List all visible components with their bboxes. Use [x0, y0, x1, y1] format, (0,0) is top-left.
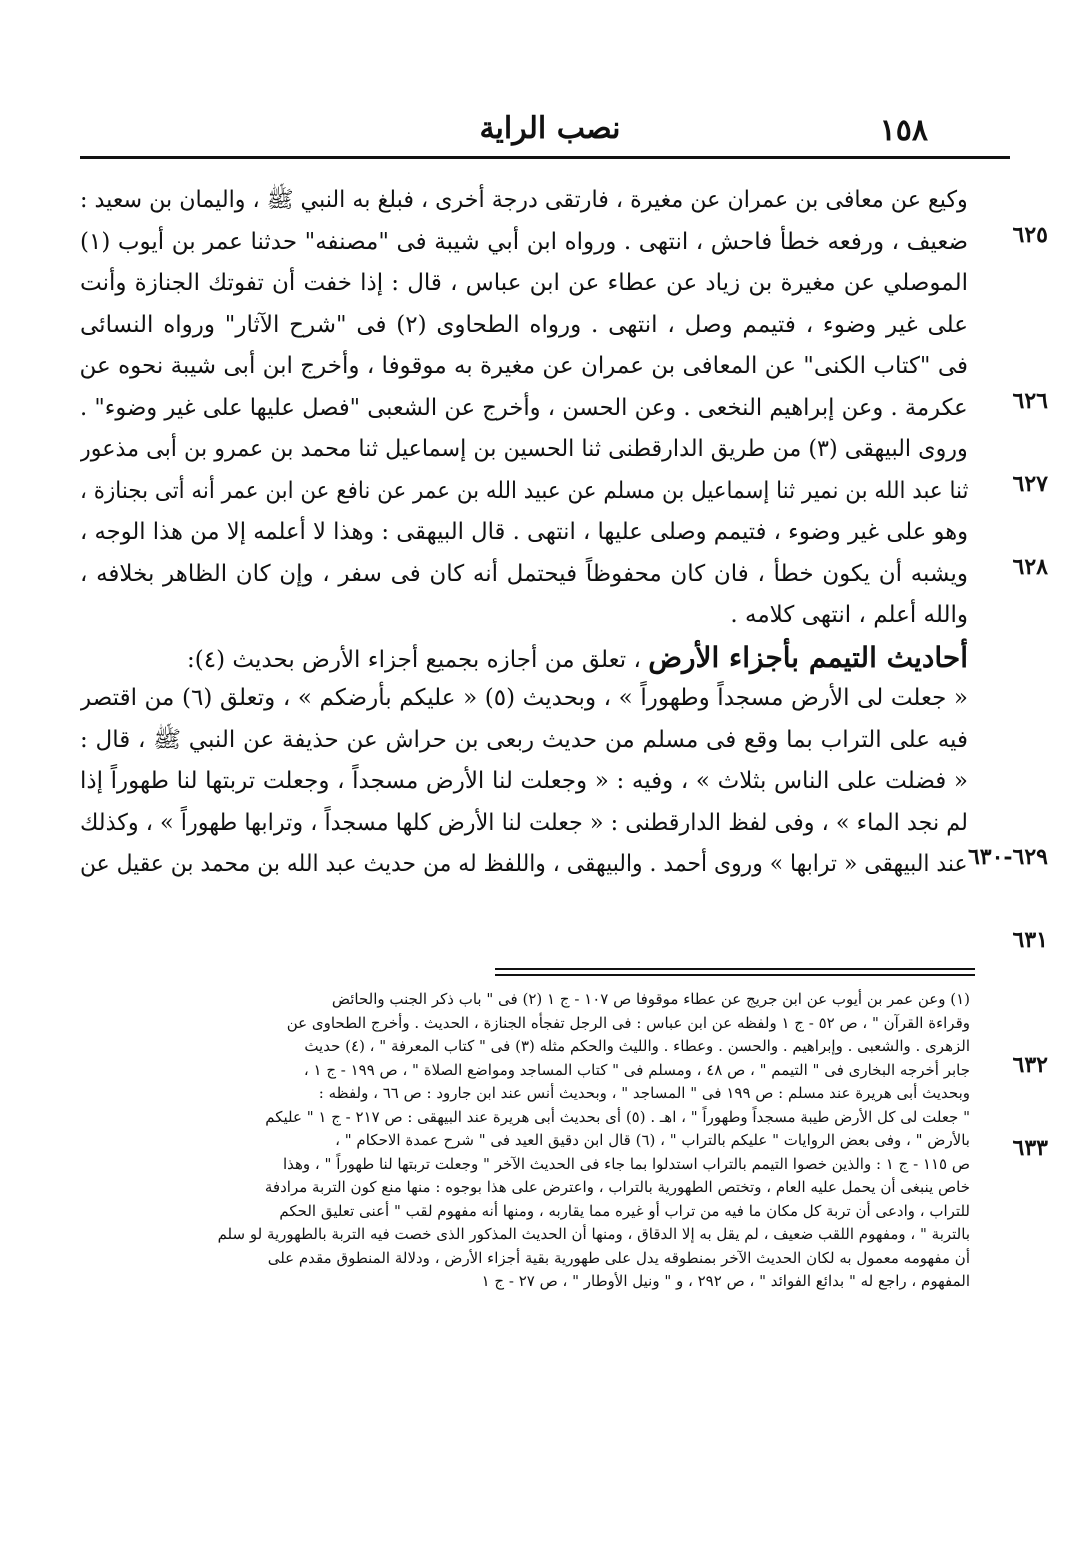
text-line: [80, 512, 968, 554]
text-line-content: عكرمة . وعن إبراهيم النخعى . وعن الحسن ، وأخرج عن الشعبى "فصل عليها على غير وضوء" .: [80, 394, 968, 421]
text-line-content: وكيع عن معافى بن عمران عن مغيرة ، فارتقى درجة أخرى ، فبلغ به النبي ﷺ ، واليمان بن سعيد :: [80, 187, 968, 213]
hadith-number: ٦٣١: [1012, 927, 1048, 953]
footnote-line: أن مفهومه معمول به لكان الحديث الآخر بمنطوقه يدل على طهورية بقية أجزاء الأرض ، ودلالة المنطوق مقدم على: [267, 1248, 970, 1267]
text-line-content: ضعيف ، ورفعه خطأ فاحش ، انتهى . ورواه ابن أبي شيبة فى "مصنفه" حدثنا عمر بن أيوب (١): [80, 228, 968, 255]
footnote-line: للتراب ، وادعى أن تربة كل مكان ما فيه من تراب أو غيره مما يقاربه ، ومنها أنه مفهوم لقب " أعنى تعليق الحكم: [279, 1201, 970, 1220]
text-line: [80, 761, 968, 803]
header-rule: [80, 156, 1010, 159]
hadith-number: ٦٣٣: [1012, 1134, 1048, 1161]
footnote-separator: [495, 968, 975, 970]
text-line: [80, 554, 968, 596]
text-line-content: والله أعلم ، انتهى كلامه .: [730, 602, 968, 628]
running-title: نصب الراية: [479, 111, 621, 146]
footnote-separator-double: [495, 974, 975, 976]
text-line-content: على غير وضوء ، فتيمم وصل ، انتهى . ورواه الطحاوى (٢) فى "شرح الآثار" ورواه النسائى: [80, 311, 968, 338]
footnote-line: الزهرى . والشعبى . وإبراهيم . والحسن . وعطاء . والليث والحكم مثله (٣) فى " كتاب المعرفة " ، (٤) حديث: [304, 1037, 970, 1055]
section-heading-rest: ، تعلق من أجازه بجميع أجزاء الأرض بحديث (٤):: [187, 646, 641, 673]
hadith-number: ٦٢٧: [1012, 470, 1048, 497]
section-heading: أحاديث التيمم بأجزاء الأرض: [648, 640, 968, 674]
text-line: [80, 263, 968, 305]
hadith-number: ٦٢٥: [1012, 221, 1048, 248]
footnote-line: " جعلت لى كل الأرض طيبة مسجداً وطهوراً " ، اهـ . (٥) أى بحديث أبى هريرة عند البيهقى : ص ٢١٧ - ج ١ " عليكم: [265, 1107, 970, 1126]
text-line-content: ويشبه أن يكون خطأ ، فان كان محفوظاً فيحتمل أنه كان فى سفر ، وإن كان الظاهر بخلافه ،: [80, 560, 968, 587]
text-line-content: وهو على غير وضوء ، فتيمم وصلى عليها ، انتهى . قال البيهقى : وهذا لا أعلمه إلا من هذا الوجه ،: [80, 519, 968, 545]
footnote-line: ص ١١٥ - ج ١ : والذين خصوا التيمم بالتراب استدلوا بما جاء فى الحديث الآخر " وجعلت تربتها لنا طهوراً " ، وهذا: [282, 1154, 970, 1173]
text-line: [80, 844, 968, 886]
text-line: [80, 429, 968, 471]
footnote-line: وقراءة القرآن " ، ص ٥٢ - ج ١ ولفظه عن ابن عباس : فى الرجل تفجأه الجنازة ، الحديث . وأخرج الطحاوى عن: [286, 1013, 970, 1032]
footnote-line: خاص ينبغى أن يحمل عليه العام ، وتختص الطهورية بالتراب ، واعترض على هذا بوجوه : منها منع كون التربة مرادفة: [264, 1178, 970, 1196]
text-line: [80, 471, 968, 513]
text-line-content: لم نجد الماء » ، وفى لفظ الدارقطنى : « جعلت لنا الأرض كلها مسجداً ، وترابها طهوراً » ، وكذلك: [80, 809, 968, 836]
footnote-line: المفهوم ، راجع له " بدائع الفوائد " ، ص ٢٩٢ ، و " ونيل الأوطار " ، ص ٢٧ - ج ١: [481, 1272, 970, 1290]
text-line: [80, 388, 968, 430]
footnote-line: بالتربة " ، ومفهوم اللقب ضعيف ، لم يقل به إلا الدقاق ، ومنها أن الحديث المذكور الذى خصت فيه التربة بالطهورية لو سلم: [217, 1225, 970, 1243]
text-line-content: الموصلي عن مغيرة بن زياد عن عطاء عن ابن عباس ، قال : إذا خفت أن تفوتك الجنازة وأنت: [80, 270, 968, 296]
text-line: [80, 222, 968, 264]
text-line: [80, 595, 968, 637]
text-line: [80, 720, 968, 762]
page-header: [80, 105, 1010, 153]
footnote-line: بالأرض " ، وفى بعض الروايات " عليكم بالتراب " ، (٦) قال ابن دقيق العيد فى " شرح عمدة الاحكام " ،: [335, 1131, 970, 1149]
section-heading-line: [80, 637, 968, 679]
page-number: ١٥٨: [879, 113, 928, 148]
text-line-content: فى "كتاب الكنى" عن المعافى بن عمران عن مغيرة به موقوفا ، وأخرج ابن أبى شيبة نحوه عن: [80, 353, 968, 379]
footnotes: [80, 988, 970, 1294]
text-line: [80, 180, 968, 222]
text-line-content: فيه على التراب بما وقع فى مسلم من حديث ربعى بن حراش عن حذيفة عن النبي ﷺ ، قال :: [80, 726, 968, 753]
hadith-number: ٦٣٢: [1012, 1051, 1048, 1078]
text-line-content: ثنا عبد الله بن نمير ثنا إسماعيل بن مسلم عن عبيد الله بن عمر عن نافع عن ابن عمر أنه أتى بجنازة ،: [80, 477, 968, 504]
text-line-content: وروى البيهقى (٣) من طريق الدارقطنى ثنا الحسين بن إسماعيل ثنا محمد بن عمرو بن أبى مذعور: [80, 436, 968, 462]
text-line: [80, 346, 968, 388]
footnote-line: وبحديث أبى هريرة عند مسلم : ص ١٩٩ فى " المساجد " ، وبحديث أنس عند ابن جارود : ص ٦٦ ، ولفظه :: [318, 1084, 970, 1102]
text-line-content: عند البيهقى « ترابها » وروى أحمد . والبيهقى ، واللفظ له من حديث عبد الله بن محمد بن عقيل عن: [80, 851, 968, 877]
hadith-number: ٦٢٨: [1012, 553, 1048, 580]
hadith-number: ٦٢٩-٦٣٠: [967, 844, 1048, 870]
footnote-line: (١) وعن عمر بن أيوب عن ابن جريج عن عطاء موقوفا ص ١٠٧ - ج ١ (٢) فى " باب ذكر الجنب والحائض: [331, 990, 970, 1008]
text-line-content: « جعلت لى الأرض مسجداً وطهوراً » ، وبحديث (٥) « عليكم بأرضكم » ، وتعلق (٦) من اقتصر: [80, 685, 968, 711]
text-line: [80, 305, 968, 347]
text-line: [80, 803, 968, 845]
hadith-number: ٦٢٦: [1012, 387, 1048, 414]
text-line-content: « فضلت على الناس بثلاث » ، وفيه : « وجعلت لنا الأرض مسجداً ، وجعلت تربتها لنا طهوراً إذا: [80, 768, 968, 794]
text-line: [80, 678, 968, 720]
footnote-line: جابر أخرجه البخارى فى " التيمم " ، ص ٤٨ ، ومسلم فى " كتاب المساجد ومواضع الصلاة " ، ص ١٩٩ - ج ١ ،: [303, 1060, 970, 1079]
